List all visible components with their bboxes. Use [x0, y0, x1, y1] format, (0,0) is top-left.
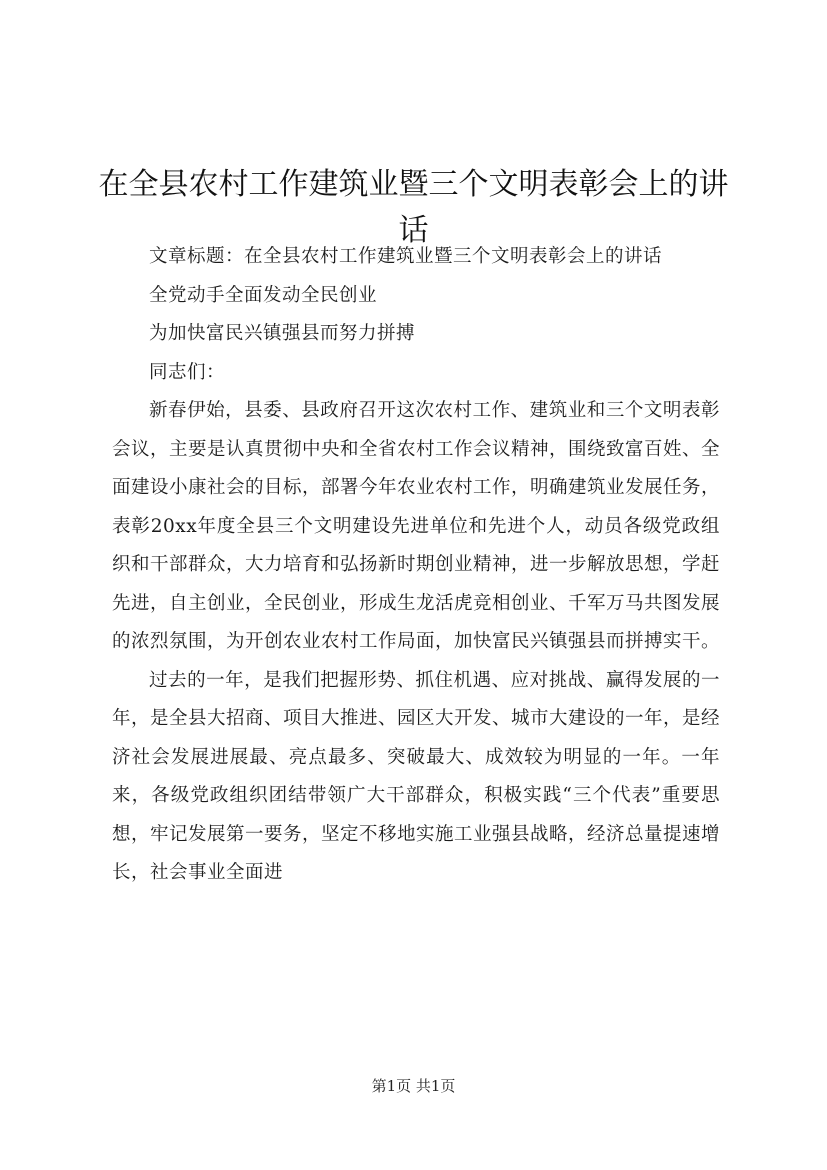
salutation: 同志们： [149, 361, 226, 383]
document-body [112, 238, 720, 893]
article-title-paragraph: 文章标题：在全县农村工作建筑业暨三个文明表彰会上的讲话 [149, 246, 663, 267]
page-number-footer: 第1页 共1页 [371, 1077, 456, 1095]
slogan-line-2: 为加快富民兴镇强县而努力拼搏 [149, 323, 416, 344]
body-paragraph: 过去的一年，是我们把握形势、抓住机遇、应对挑战、赢得发展的一年，是全县大招商、项目大推进、园区大开发、城市大建设的一年，是经济社会发展进展最、亮点最多、突破最大、成效较为明显的一年。一年来，各级党政组织团结带领广大干部群众，积极实践“三个代表”重要思想，牢记发展第一要务，坚定不移地实施工业强县战略，经济总量提速增长，社会事业全面进 [112, 669, 721, 883]
body-paragraph: 新春伊始，县委、县政府召开这次农村工作、建筑业和三个文明表彰会议，主要是认真贯彻中央和全省农村工作会议精神，围绕致富百姓、全面建设小康社会的目标，部署今年农业农村工作，明确建筑业发展任务，表彰20xx年度全县三个文明建设先进单位和先进个人，动员各级党政组织和干部群众，大力培育和弘扬新时期创业精神，进一步解放思想，学赶先进，自主创业，全民创业，形成生龙活虎竞相创业、千军万马共图发展的浓烈氛围，为开创农业农村工作局面，加快富民兴镇强县而拼搏实干。 [112, 400, 721, 652]
slogan-line-1: 全党动手全面发动全民创业 [149, 284, 378, 306]
document-title: 在全县农村工作建筑业暨三个文明表彰会上的讲话 [98, 167, 729, 249]
